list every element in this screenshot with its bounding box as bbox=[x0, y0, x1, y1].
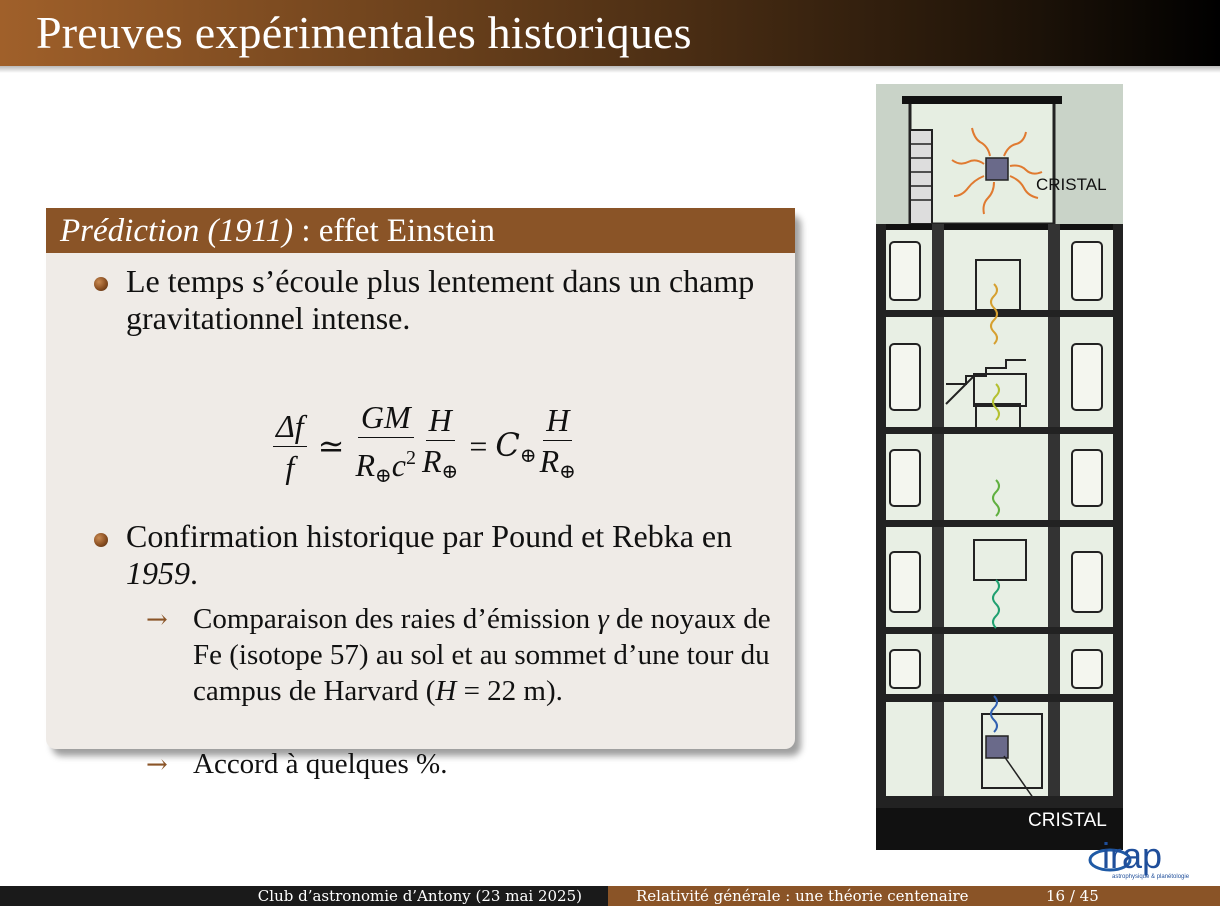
arrow-icon: → bbox=[146, 605, 168, 635]
block-title-rest: : effet Einstein bbox=[293, 213, 496, 249]
den-earth: ⊕ bbox=[375, 464, 392, 487]
frac-num: GM bbox=[358, 399, 414, 438]
sub-comparison bbox=[193, 601, 783, 709]
den-earth: ⊕ bbox=[559, 461, 576, 483]
frac-gm bbox=[355, 399, 416, 494]
slide-title: Preuves expérimentales historiques bbox=[36, 7, 692, 58]
frac-num: H bbox=[543, 402, 572, 441]
sub-agreement: Accord à quelques %. bbox=[193, 748, 448, 780]
sub1-text: Comparaison des raies d’émission bbox=[193, 603, 598, 635]
title-shadow bbox=[0, 66, 1220, 73]
bullet-time-dilation: Le temps s’écoule plus lentement dans un champ gravitationnel intense. bbox=[126, 263, 755, 336]
irap-logo bbox=[1088, 832, 1208, 882]
block-title-italic: Prédiction (1911) bbox=[60, 213, 294, 249]
equals-symbol: = bbox=[469, 427, 488, 464]
frac-h2 bbox=[540, 402, 576, 490]
einstein-formula bbox=[270, 398, 579, 491]
block-body bbox=[46, 253, 795, 780]
footer bbox=[0, 886, 1220, 906]
bullet-marker-2 bbox=[94, 533, 108, 547]
title-bar bbox=[0, 0, 1220, 66]
coef-c bbox=[495, 426, 536, 467]
sub1-gamma: γ bbox=[597, 603, 609, 635]
prediction-block bbox=[46, 208, 795, 780]
footer-talk-title: Relativité générale : une théorie centenaire bbox=[636, 887, 969, 905]
frac-den bbox=[355, 438, 416, 494]
bullet-pound-rebka bbox=[126, 518, 766, 592]
label-cristal-top: CRISTAL bbox=[1036, 175, 1107, 194]
frac-num: Δf bbox=[273, 408, 307, 447]
sub1-eq: = 22 m). bbox=[456, 675, 563, 707]
den-earth: ⊕ bbox=[441, 461, 459, 483]
block-title bbox=[46, 208, 795, 253]
coef-earth: ⊕ bbox=[519, 442, 537, 467]
approx-symbol: ≃ bbox=[317, 428, 345, 464]
bullet2-end: . bbox=[190, 555, 198, 591]
logo-text: irap bbox=[1102, 835, 1163, 876]
sub1-text-2: de noyaux de Fe (isotope 57) au sol et au sommet d’une tour du campus de Harvard ( bbox=[193, 603, 771, 707]
frac-h bbox=[422, 402, 458, 490]
bullet2-text: Confirmation historique par Pound et Rebka en bbox=[126, 518, 733, 554]
den-r: R bbox=[355, 446, 376, 483]
logo-tagline: astrophysique & planétologie bbox=[1112, 874, 1190, 880]
tower-illustration bbox=[876, 84, 1123, 850]
footer-right bbox=[608, 886, 1220, 906]
frac-num: H bbox=[426, 402, 455, 441]
frac-den bbox=[422, 441, 458, 490]
coef-letter: C bbox=[495, 425, 520, 464]
sub1-h: H bbox=[435, 675, 457, 707]
bullet2-year: 1959 bbox=[126, 555, 190, 591]
den-c: c bbox=[391, 446, 406, 483]
den-r: R bbox=[539, 443, 560, 479]
page-number: 16 / 45 bbox=[1046, 887, 1099, 905]
frac-den bbox=[540, 441, 576, 490]
arrow-icon: → bbox=[146, 750, 168, 780]
den-r: R bbox=[422, 443, 442, 479]
bullet-marker-1 bbox=[94, 277, 108, 291]
frac-den: f bbox=[285, 448, 295, 485]
den-exp: 2 bbox=[406, 446, 416, 469]
footer-event: Club d’astronomie d’Antony (23 mai 2025) bbox=[0, 886, 608, 906]
frac-delta-f bbox=[273, 408, 307, 485]
label-cristal-bottom: CRISTAL bbox=[1028, 810, 1107, 831]
